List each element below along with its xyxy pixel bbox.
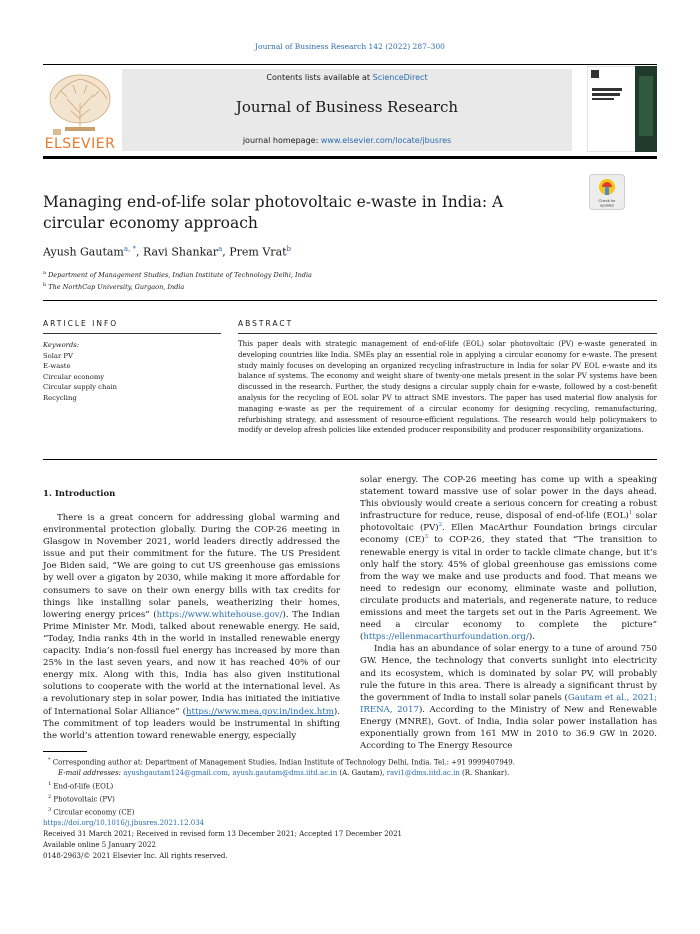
contents-line — [122, 73, 572, 82]
paragraph-text: solar energy. The COP-26 meeting has come up with a speaking statement toward massive use of solar power in the days ahead. This obviously would create a serious concern for creating a robust infrastructure for reduce, reuse, disposal of end-of-life (EOL) — [360, 475, 657, 522]
affiliation-text: The NorthCap University, Gurgaon, India — [48, 283, 185, 292]
affiliation-item — [43, 268, 312, 280]
journal-masthead — [122, 69, 572, 151]
copyright: 0148-2963/© 2021 Elsevier Inc. All rights reserved. — [43, 852, 228, 860]
affiliation-item — [43, 280, 312, 292]
keywords-block — [43, 340, 117, 403]
sciencedirect-link[interactable]: ScienceDirect — [372, 73, 428, 82]
footnote-item — [48, 792, 657, 805]
footnote-ref[interactable]: 2 — [438, 522, 443, 529]
keyword-item: Recycling — [43, 393, 77, 402]
author-affiliation-mark[interactable]: a, * — [123, 245, 136, 253]
footnote-text: Photovoltaic (PV) — [53, 795, 115, 804]
paragraph — [43, 512, 340, 742]
keyword-item: Circular economy — [43, 372, 105, 381]
affiliation-mark: b — [43, 282, 47, 289]
homepage-prefix: journal homepage: — [242, 136, 321, 145]
paragraph-text: . Ellen MacArthur Foundation brings circular economy (CE) — [360, 523, 657, 546]
svg-text:updates: updates — [599, 202, 615, 208]
article-title: Managing end-of-life solar photovoltaic e-waste in India: A circular economy approach — [43, 193, 504, 232]
citation-link[interactable]: Gautam et al., 2021; IRENA, 2017 — [360, 692, 657, 715]
body-column-left — [43, 512, 340, 742]
email-addresses: E-mail addresses: ayushgautam124@gmail.com, ayush.gautam@dms.iitd.ac.in (A. Gautam), ravi1@dms.iitd.ac.in (R. Shankar). — [58, 769, 510, 778]
journal-name: Journal of Business Research — [235, 98, 459, 116]
journal-cover-thumbnail[interactable] — [587, 66, 657, 152]
author-affiliation-mark[interactable]: a — [218, 245, 223, 253]
check-for-updates-icon[interactable] — [589, 174, 625, 210]
paragraph — [360, 643, 657, 752]
footnote-text: End-of-life (EOL) — [53, 782, 114, 791]
mea-link[interactable]: https://www.mea.gov.in/index.htm — [185, 706, 334, 717]
divider — [238, 333, 657, 334]
article-info-heading: ARTICLE INFO — [43, 319, 119, 328]
footnote-text: Corresponding author at: Department of Management Studies, Indian Institute of Technology Delhi, India. Tel.: +91 9999407949. — [52, 758, 515, 767]
divider — [43, 459, 657, 460]
divider — [43, 300, 657, 301]
footnote-text: Circular economy (CE) — [53, 808, 135, 817]
paragraph-text: to COP-26, they stated that “The transition to renewable energy is vital in order to tackle climate change, but it’s only half the story. 45% of global greenhouse gas emissions come from the way we make and use products and food. That means we need to redesign our economy, eliminate waste and pollution, circulate products and materials, and regenerate nature, to reduce emissions and meet the targets set out in the Paris Agreement. We need a circular economy to complete the picture” ( — [360, 535, 657, 643]
author-affiliation-mark[interactable]: b — [286, 245, 292, 253]
footnote-mark: 3 — [48, 807, 52, 814]
paragraph-text: ). — [528, 632, 536, 643]
keyword-item: Solar PV — [43, 351, 73, 360]
contents-prefix: Contents lists available at — [266, 73, 373, 82]
footnote-mark: 1 — [48, 780, 52, 787]
whitehouse-link[interactable]: https://www.whitehouse.gov/ — [156, 609, 283, 620]
ellen-macarthur-link[interactable]: https://ellenmacarthurfoundation.org/ — [363, 632, 529, 643]
online-date: Available online 5 January 2022 — [43, 841, 156, 849]
keywords-label: Keywords: — [43, 341, 80, 349]
header-bottom-rule — [43, 156, 657, 159]
footnote-ref[interactable]: 3 — [424, 534, 429, 541]
paragraph-text: There is a great concern for addressing global warming and environmental protection globally. During the COP-26 meeting in Glasgow in November 2021, world leaders directly addressed the issue and put their commitment for the future. The US President Joe Biden said, “We are going to cut US greenhouse gas emissions by well over a gigaton by 2030, while making it more affordable for consumers to save on their own energy bills with tax credits for things like installing solar panels, weatherizing their homes, lowering energy prices” ( — [43, 513, 340, 620]
email-owner: (R. Shankar). — [459, 769, 510, 778]
affiliation-text: Department of Management Studies, Indian Institute of Technology Delhi, India — [48, 271, 312, 280]
paragraph-text: ). The commitment of top leaders would be instrumental in shifting the world’s attention toward renewable energy, especially — [43, 706, 340, 741]
author-name: Ayush Gautam — [43, 245, 124, 259]
footnote-mark: * — [48, 757, 51, 763]
keyword-item: E-waste — [43, 362, 71, 370]
email-link[interactable]: ayush.gautam@dms.iitd.ac.in — [232, 769, 338, 778]
affiliations — [43, 268, 312, 292]
footnote-ref[interactable]: 1 — [628, 510, 633, 517]
footnotes — [48, 755, 657, 818]
doi-link[interactable]: https://doi.org/10.1016/j.jbusres.2021.12.034 — [43, 819, 205, 827]
divider — [43, 333, 221, 334]
abstract-heading: ABSTRACT — [238, 319, 294, 328]
footnote-mark: 2 — [48, 794, 52, 801]
author-name: Prem Vrat — [229, 245, 287, 259]
corresponding-author-note — [48, 755, 657, 768]
paragraph-text: ). According to the Ministry of New and Renewable Energy (MNRE), Govt. of India, India solar power installation has exponentially grown from 161 MW in 2010 to 36.9 GW in 2020. According to The Energy Resource — [360, 704, 657, 752]
email-link[interactable]: ayushgautam124@gmail.com — [123, 769, 228, 778]
homepage-link[interactable]: www.elsevier.com/locate/jbusres — [320, 136, 452, 145]
email-owner: (A. Gautam), — [337, 769, 387, 778]
svg-text:Check for: Check for — [598, 198, 616, 203]
email-link[interactable]: ravi1@dms.iitd.ac.in — [386, 769, 460, 778]
journal-reference[interactable]: Journal of Business Research 142 (2022) 287–300 — [255, 42, 445, 51]
publication-info — [43, 818, 402, 862]
footnote-divider — [43, 751, 87, 752]
abstract-text: This paper deals with strategic management of end-of-life (EOL) solar photovoltaic (PV) e-waste generated in developing countries like India. SMEs play an essential role in applying a circular economy for e-waste. The present study mainly focuses on developing an organized recycling infrastructure in India for solar PV EOL e-waste and its balance of systems. The economy and weight share of twenty-one metals present in the solar PV systems have been discussed in the research. Further, the study designs a circular supply chain for e-waste, followed by a cost-benefit analysis for the recycling of EOL solar PV to attract SME investors. The paper has used material flow analysis for managing e-waste as per the requirement of a circular economy for designing recycling, remanufacturing, refurbishing strategy, and assessment of resource-efficient regulations. The research would help policymakers to modify or develop afresh policies like extended producer responsibility and producer responsibility organizations. — [238, 340, 657, 435]
paragraph-text: ). The Indian Prime Minister Mr. Modi, talked about renewable energy. He said, “Today, India ranks 4th in the world in installed renewable energy capacity. India’s non-fossil fuel energy has increased by more than 25% in the last seven years, and now it has reached 40% of our energy mix. Along with this, India has also given institutional solutions to cooperate with the world at the international level. As a revolutionary step in solar power, India has initiated the initiative of International Solar Alliance” ( — [43, 609, 340, 717]
keyword-item: Circular supply chain — [43, 383, 117, 391]
section-heading: 1. Introduction — [43, 489, 116, 499]
paragraph-text: India has an abundance of solar energy to a tune of around 750 GW. Hence, the technology that converts sunlight into electricity and its ecosystem, which is dominated by solar PV, will probably rule the future in this area. There is already a significant thrust by the government of India to install solar panels ( — [360, 644, 657, 703]
homepage-line — [122, 136, 572, 145]
elsevier-wordmark: ELSEVIER — [44, 136, 116, 152]
paragraph-text: solar photovoltaic (PV) — [360, 511, 658, 534]
email-label: E-mail addresses: — [58, 769, 124, 778]
affiliation-mark: a — [43, 270, 46, 276]
footnote-item — [48, 805, 657, 818]
author-list: Ayush Gautam$^{a, *}$, Ravi Shankar$^a$, Prem Vrat$^b$ — [43, 245, 292, 259]
body-column-right — [360, 474, 657, 752]
author-name: Ravi Shankar — [143, 245, 219, 259]
footnote-item — [48, 779, 657, 792]
paragraph — [360, 474, 657, 643]
received-dates: Received 31 March 2021; Received in revised form 13 December 2021; Accepted 17 December 2021 — [43, 830, 402, 838]
header-top-rule — [43, 64, 657, 65]
